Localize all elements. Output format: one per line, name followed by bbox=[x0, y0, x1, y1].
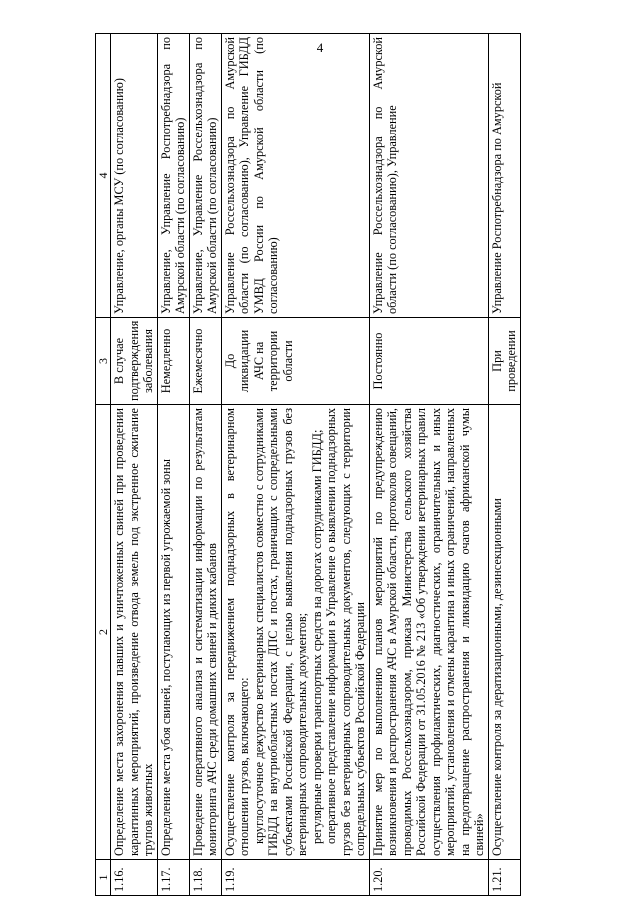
term-text: При проведении bbox=[488, 318, 520, 405]
table-row bbox=[111, 34, 158, 896]
term-text: Ежемесячно bbox=[189, 318, 221, 405]
responsible-text: Управление Россельхознадзора по Амурской области (по согласованию), Управление bbox=[369, 34, 488, 318]
measure-paragraph: круглосуточное дежурство ветеринарных специалистов совместно с сотрудниками ГИБДД на внутриобластных постах ДПС и постах, граничащих с сопредельными субъектами Российской Федерации, с целью выявления поднадзорных грузов без ветеринарных сопроводительных документов; bbox=[251, 408, 310, 856]
plan-table bbox=[95, 33, 521, 896]
measure-text: Определение места захоронения павших и уничтоженных свиней при проведении карантинных мероприятий, произведение отвода земель под экстренное сжигание трупов животных bbox=[111, 405, 158, 860]
measure-paragraph: регулярные проверки транспортных средств на дорогах сотрудниками ГИБДД; bbox=[309, 429, 324, 844]
row-number: 1.17. bbox=[157, 860, 189, 896]
page-number: 4 bbox=[316, 40, 324, 55]
table-row bbox=[369, 34, 488, 896]
responsible-text: Управление, Управление Россельхознадзора по Амурской области (по согласованию) bbox=[189, 34, 221, 318]
responsible-text: Управление Роспотребнадзора по Амурской bbox=[488, 34, 520, 318]
responsible-text: Управление Россельхознадзора по Амурской области (по согласованию), Управление ГИБДД УМВД России по Амурской области (по согласованию) bbox=[221, 34, 369, 318]
row-number: 1.21. bbox=[488, 860, 520, 896]
responsible-text: Управление, органы МСУ (по согласованию) bbox=[111, 34, 158, 318]
term-text: До ликвидации АЧС на территории области bbox=[221, 318, 369, 405]
row-number: 1.16. bbox=[111, 860, 158, 896]
rotated-table-container bbox=[95, 34, 590, 896]
term-text: Постоянно bbox=[369, 318, 488, 405]
header-cell: 1 bbox=[96, 860, 111, 896]
table-row bbox=[189, 34, 221, 896]
term-text: В случае подтверждения заболевания bbox=[111, 318, 158, 405]
term-text: Немедленно bbox=[157, 318, 189, 405]
row-number: 1.20. bbox=[369, 860, 488, 896]
table-header-row bbox=[96, 34, 111, 896]
measure-cell bbox=[221, 405, 369, 860]
measure-text: Осуществление контроля за дератизационными, дезинсекционными bbox=[488, 405, 520, 860]
measure-paragraph: оперативное представление информации в Управление о выявлении поднадзорных грузов без ветеринарных сопроводительных документов, следующих с территории сопредельных субъектов Российской Федерации bbox=[324, 408, 368, 856]
header-cell: 3 bbox=[96, 318, 111, 405]
measure-paragraph: Осуществление контроля за передвижением поднадзорных в ветеринарном отношении грузов, включающего: bbox=[222, 408, 252, 856]
measure-text: Принятие мер по выполнению планов мероприятий по предупреждению возникновения и распространения АЧС в Амурской области, протоколов совещаний, проводимых Россельхознадзором, приказа Министерства сельского хозяйства Российской Федерации от 31.05.2016 № 213 «Об утверждении ветеринарных правил осуществления профилактических, диагностических, ограничительных и иных мероприятий, установления и отмены карантина и иных ограничений, направленных на предотвращение распространения и ликвидацию очагов африканской чумы свиней» bbox=[369, 405, 488, 860]
table-row bbox=[157, 34, 189, 896]
row-number: 1.19. bbox=[221, 860, 369, 896]
measure-text: Проведение оперативного анализа и систематизации информации по результатам мониторинга АЧС среди домашних свиней и диких кабанов bbox=[189, 405, 221, 860]
header-cell: 4 bbox=[96, 34, 111, 318]
table-row bbox=[488, 34, 520, 896]
row-number: 1.18. bbox=[189, 860, 221, 896]
table-row bbox=[221, 34, 369, 896]
header-cell: 2 bbox=[96, 405, 111, 860]
measure-text: Определение места убоя свиней, поступающих из первой угрожаемой зоны bbox=[157, 405, 189, 860]
responsible-text: Управление, Управление Роспотребнадзора по Амурской области (по согласованию) bbox=[157, 34, 189, 318]
